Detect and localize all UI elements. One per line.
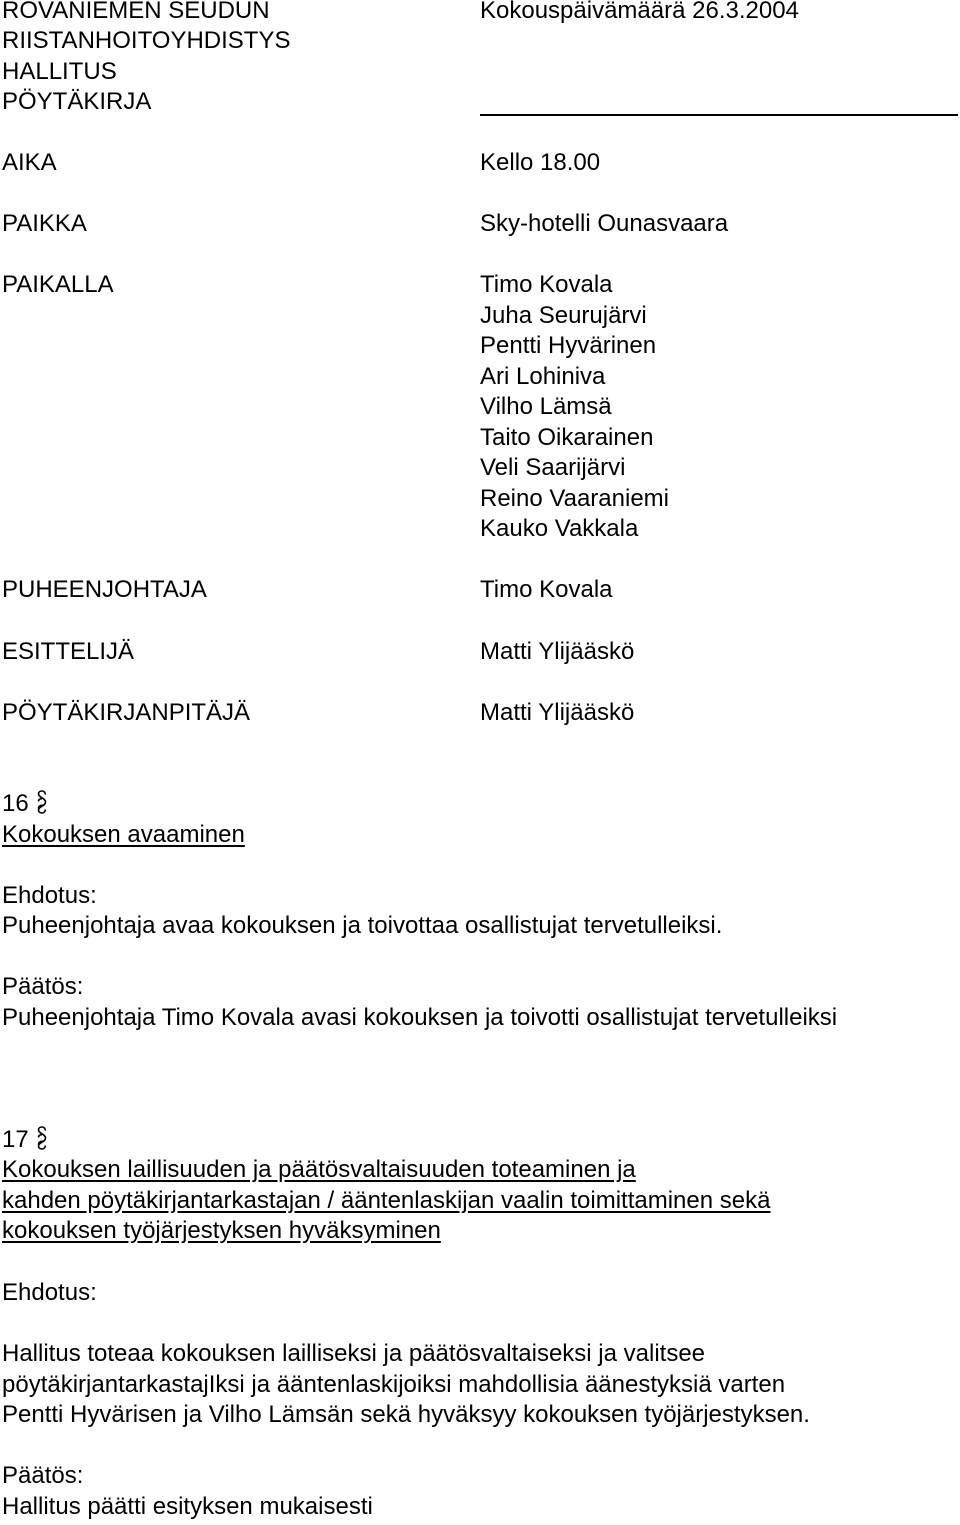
aika-label: AIKA — [2, 149, 57, 176]
section-16-decision-text: Puheenjohtaja Timo Kovala avasi kokouksen ja toivotti osallistujat tervetulleiksi — [2, 1004, 838, 1031]
attendee: Vilho Lämsä — [480, 393, 612, 420]
section-17-proposal-line: Hallitus toteaa kokouksen lailliseksi ja päätösvaltaiseksi ja valitsee — [2, 1340, 706, 1367]
poytakirjanpitaja-label: PÖYTÄKIRJANPITÄJÄ — [2, 699, 251, 726]
attendee: Ari Lohiniva — [480, 362, 606, 390]
attendee: Juha Seurujärvi — [480, 301, 647, 329]
attendee: Taito Oikarainen — [480, 423, 654, 451]
document-type: PÖYTÄKIRJA — [2, 88, 152, 115]
section-16-title: Kokouksen avaaminen — [2, 821, 245, 848]
section-17-proposal-label: Ehdotus: — [2, 1279, 97, 1306]
paikka-label: PAIKKA — [2, 210, 87, 237]
section-17-title-line: kokouksen työjärjestyksen hyväksyminen — [2, 1217, 441, 1244]
section-17-decision-text: Hallitus päätti esityksen mukaisesti — [2, 1493, 373, 1520]
section-number: 16 — [2, 790, 29, 817]
meeting-date: Kokouspäivämäärä 26.3.2004 — [480, 0, 799, 24]
puheenjohtaja-label: PUHEENJOHTAJA — [2, 576, 207, 603]
org-name-line2: RIISTANHOITOYHDISTYS — [2, 27, 291, 54]
section-sign-icon — [35, 789, 49, 815]
section-number: 17 — [2, 1126, 29, 1153]
section-16-proposal-label: Ehdotus: — [2, 882, 97, 909]
section-sign-icon — [35, 1125, 49, 1151]
poytakirjanpitaja-value: Matti Ylijääskö — [480, 699, 635, 726]
section-17-title-line: Kokouksen laillisuuden ja päätösvaltaisuuden toteaminen ja — [2, 1156, 636, 1183]
esittelija-value: Matti Ylijääskö — [480, 638, 635, 665]
puheenjohtaja-value: Timo Kovala — [480, 576, 613, 603]
section-17-title-line: kahden pöytäkirjantarkastajan / ääntenlaskijan vaalin toimittaminen sekä — [2, 1187, 771, 1214]
attendee: Reino Vaaraniemi — [480, 484, 669, 512]
section-17-decision-label: Päätös: — [2, 1462, 84, 1489]
org-name-line1: ROVANIEMEN SEUDUN — [2, 0, 270, 24]
section-16-decision-label: Päätös: — [2, 973, 84, 1000]
paikka-value: Sky-hotelli Ounasvaara — [480, 210, 729, 237]
esittelija-label: ESITTELIJÄ — [2, 638, 135, 665]
header-divider — [480, 114, 958, 116]
attendee: Kauko Vakkala — [480, 515, 639, 542]
section-17-proposal-line: Pentti Hyvärisen ja Vilho Lämsän sekä hyväksyy kokouksen työjärjestyksen. — [2, 1401, 810, 1428]
attendee: Timo Kovala — [480, 271, 613, 298]
section-17-number — [2, 1125, 49, 1156]
attendee: Veli Saarijärvi — [480, 454, 626, 481]
section-17-proposal-line: pöytäkirjantarkastajIksi ja ääntenlaskijoiksi mahdollisia äänestyksiä varten — [2, 1371, 786, 1398]
paikalla-label: PAIKALLA — [2, 271, 114, 298]
attendee-list — [480, 270, 669, 545]
section-16-proposal-text: Puheenjohtaja avaa kokouksen ja toivottaa osallistujat tervetulleiksi. — [2, 912, 723, 939]
attendee: Pentti Hyvärinen — [480, 332, 657, 359]
org-name-line3: HALLITUS — [2, 58, 117, 85]
section-16-number — [2, 789, 49, 820]
aika-value: Kello 18.00 — [480, 149, 601, 176]
